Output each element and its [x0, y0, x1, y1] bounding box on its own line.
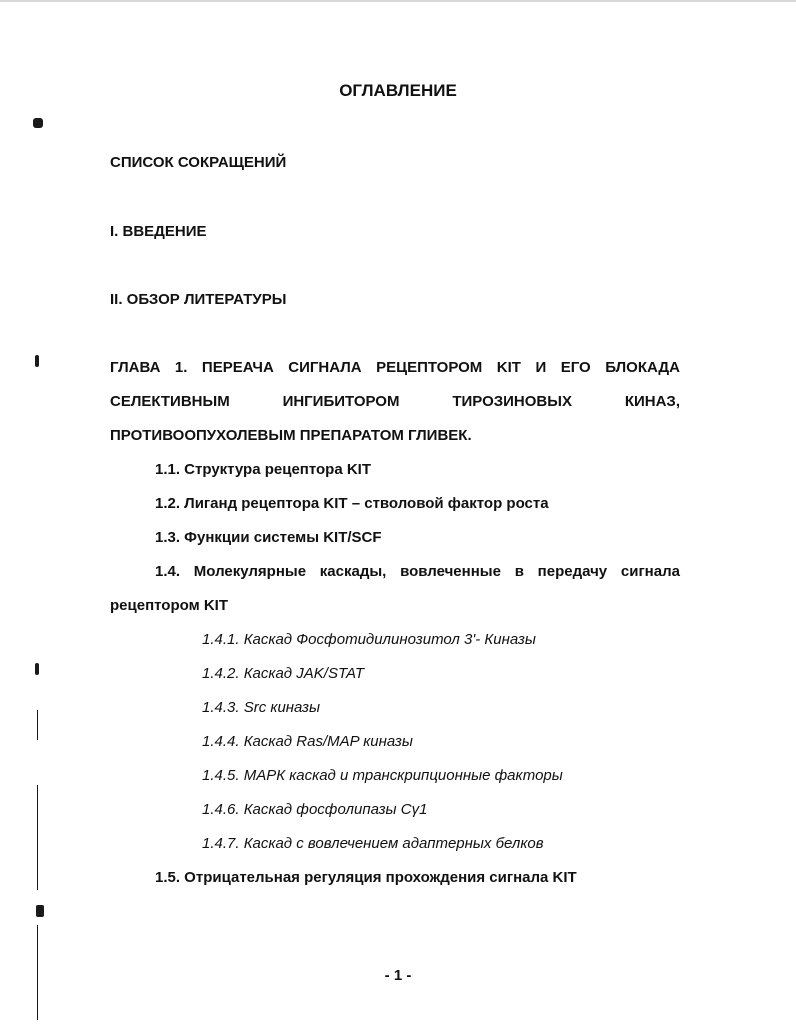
chapter1-word: 1. [174, 359, 188, 376]
chapter1-word: КИНАЗ, [624, 393, 680, 410]
toc-subsection: 1.4.2. Каскад JAK/STAT [202, 665, 365, 682]
toc-section-1-2: 1.2. Лиганд рецептора KIT – стволовой фактор роста [155, 495, 549, 512]
toc-literature-review: II. ОБЗОР ЛИТЕРАТУРЫ [110, 291, 287, 308]
section-1-4-word: передачу [537, 563, 608, 580]
chapter1-word: ЕГО [560, 359, 591, 376]
scan-mark [36, 905, 44, 917]
toc-subsection: 1.4.6. Каскад фосфолипазы Cγ1 [202, 801, 428, 818]
scan-mark [37, 785, 38, 890]
page-title: ОГЛАВЛЕНИЕ [339, 81, 457, 100]
toc-subsection: 1.4.4. Каскад Ras/MAP киназы [202, 733, 413, 750]
page-number: - 1 - [384, 967, 412, 984]
section-1-4-word: вовлеченные [400, 563, 501, 580]
chapter1-word: БЛОКАДА [605, 359, 680, 376]
scan-mark [35, 663, 39, 675]
section-1-4-word: каскады, [319, 563, 387, 580]
chapter1-word: ГЛАВА [110, 359, 161, 376]
toc-subsection: 1.4.5. МАРК каскад и транскрипционные факторы [202, 767, 563, 784]
chapter1-word: СИГНАЛА [288, 359, 362, 376]
chapter1-word: РЕЦЕПТОРОМ [376, 359, 483, 376]
toc-section-1-3: 1.3. Функции системы KIT/SCF [155, 529, 382, 546]
toc-abbreviations: СПИСОК СОКРАЩЕНИЙ [110, 154, 287, 171]
scan-mark [37, 710, 38, 740]
section-1-4-word: в [514, 563, 524, 580]
toc-chapter1-line3: ПРОТИВООПУХОЛЕВЫМ ПРЕПАРАТОМ ГЛИВЕК. [110, 427, 472, 444]
scan-mark [35, 355, 39, 367]
section-1-4-word: Молекулярные [193, 563, 307, 580]
toc-introduction: I. ВВЕДЕНИЕ [110, 223, 207, 240]
chapter1-word: ПЕРЕАЧА [201, 359, 274, 376]
chapter1-word: СЕЛЕКТИВНЫМ [110, 393, 230, 410]
toc-subsection: 1.4.7. Каскад с вовлечением адаптерных белков [202, 835, 544, 852]
toc-section-1-4 [155, 563, 680, 581]
toc-chapter1-line2 [110, 393, 680, 411]
section-1-4-word: 1.4. [155, 563, 181, 580]
chapter1-word: И [535, 359, 547, 376]
section-1-4-word: сигнала [620, 563, 680, 580]
toc-subsection: 1.4.1. Каскад Фосфотидилинозитол 3'- Киназы [202, 631, 536, 648]
toc-section-1-5: 1.5. Отрицательная регуляция прохождения сигнала KIT [155, 869, 577, 886]
toc-subsection: 1.4.3. Src киназы [202, 699, 321, 716]
toc-chapter1-line1 [110, 359, 680, 377]
toc-section-1-1: 1.1. Структура рецептора KIT [155, 461, 371, 478]
chapter1-word: ИНГИБИТОРОМ [282, 393, 400, 410]
page-top-edge [0, 0, 796, 2]
scan-mark [33, 118, 43, 128]
chapter1-word: KIT [496, 359, 521, 376]
toc-section-1-4-continued: рецептором KIT [110, 597, 228, 614]
chapter1-word: ТИРОЗИНОВЫХ [452, 393, 572, 410]
